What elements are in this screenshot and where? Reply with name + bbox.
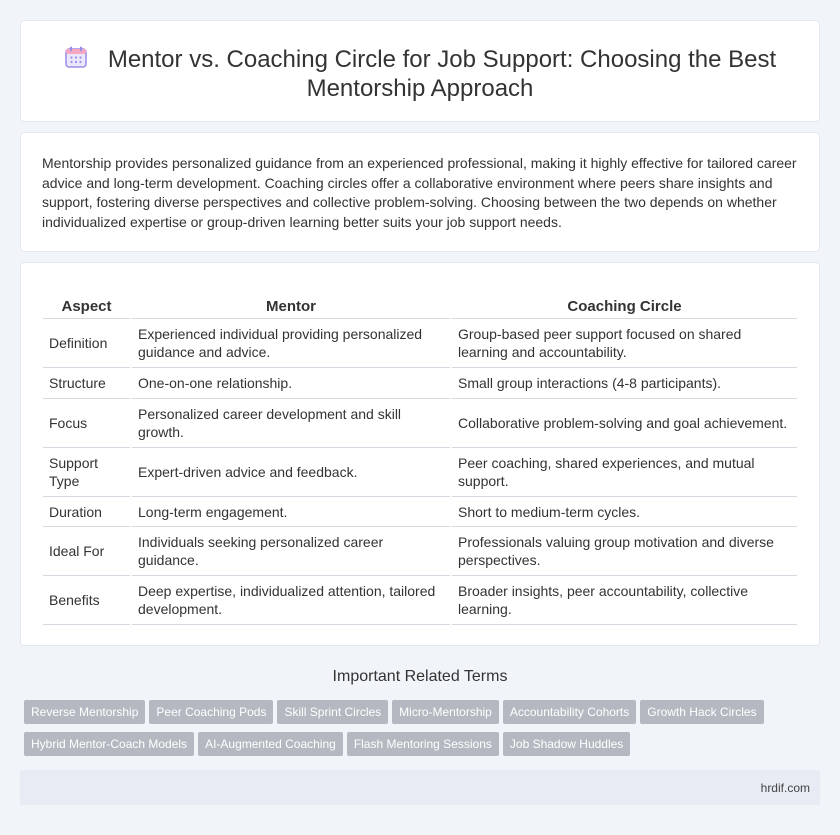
table-header-row [43,289,797,319]
row-mentor: Experienced individual providing personalized guidance and advice. [132,319,450,368]
intro-card [20,132,820,252]
header-aspect: Aspect [43,289,130,319]
table-row [43,368,797,399]
row-coaching-circle: Small group interactions (4-8 participants). [452,368,797,399]
row-mentor: Long-term engagement. [132,497,450,527]
header-card [20,20,820,122]
table-row [43,576,797,625]
related-term-tag[interactable]: Peer Coaching Pods [149,700,273,724]
related-term-tag[interactable]: Skill Sprint Circles [277,700,388,724]
table-row [43,527,797,576]
related-term-tag[interactable]: Micro-Mentorship [392,700,499,724]
row-mentor: One-on-one relationship. [132,368,450,399]
calendar-icon [64,45,88,69]
footer-site-link[interactable]: hrdif.com [760,781,810,795]
table-row [43,448,797,497]
comparison-table-card [20,262,820,646]
related-terms-title: Important Related Terms [332,668,508,685]
row-aspect: Duration [43,497,130,527]
related-term-tag[interactable]: AI-Augmented Coaching [198,732,343,756]
row-aspect: Benefits [43,576,130,625]
row-mentor: Individuals seeking personalized career guidance. [132,527,450,576]
table-row [43,497,797,527]
row-mentor: Expert-driven advice and feedback. [132,448,450,497]
row-mentor: Personalized career development and skill growth. [132,399,450,448]
row-coaching-circle: Group-based peer support focused on shared learning and accountability. [452,319,797,368]
row-mentor: Deep expertise, individualized attention, tailored development. [132,576,450,625]
row-coaching-circle: Short to medium-term cycles. [452,497,797,527]
row-aspect: Support Type [43,448,130,497]
row-coaching-circle: Peer coaching, shared experiences, and mutual support. [452,448,797,497]
row-coaching-circle: Professionals valuing group motivation and diverse perspectives. [452,527,797,576]
row-aspect: Definition [43,319,130,368]
table-row [43,399,797,448]
related-term-tag[interactable]: Hybrid Mentor-Coach Models [24,732,194,756]
row-aspect: Focus [43,399,130,448]
row-coaching-circle: Broader insights, peer accountability, collective learning. [452,576,797,625]
related-term-tag[interactable]: Accountability Cohorts [503,700,636,724]
related-term-tag[interactable]: Growth Hack Circles [640,700,763,724]
header-mentor: Mentor [132,289,450,319]
row-aspect: Structure [43,368,130,399]
comparison-table [41,289,799,625]
row-aspect: Ideal For [43,527,130,576]
related-term-tag[interactable]: Flash Mentoring Sessions [347,732,499,756]
page-title: Mentor vs. Coaching Circle for Job Support: Choosing the Best Mentorship Approach [107,46,777,102]
title-wrap [61,45,779,103]
row-coaching-circle: Collaborative problem-solving and goal achievement. [452,399,797,448]
related-term-tag[interactable]: Job Shadow Huddles [503,732,630,756]
footer [20,770,820,805]
related-term-tag[interactable]: Reverse Mentorship [24,700,145,724]
header-coaching-circle: Coaching Circle [452,289,797,319]
intro-paragraph: Mentorship provides personalized guidance from an experienced professional, making it highly effective for tailored career advice and long-term development. Coaching circles offer a collaborative environment where peers share insights and support, fostering diverse perspectives and collective problem-solving. Choosing between the two depends on whether individualized expertise or group-driven learning better suits your job support needs. [42,155,797,230]
table-row [43,319,797,368]
related-terms-list [24,700,804,764]
